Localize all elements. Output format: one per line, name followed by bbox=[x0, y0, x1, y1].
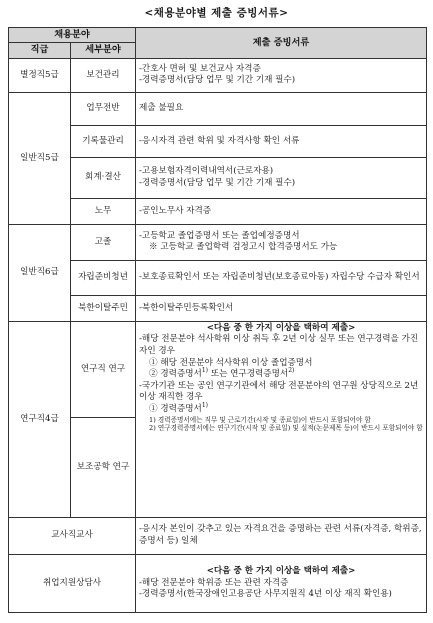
doc-line: -해당 전문분야 학위증 또는 관련 자격증 bbox=[139, 577, 289, 588]
docs-cell bbox=[136, 224, 427, 260]
doc-text: ② 경력증명서 bbox=[149, 369, 202, 380]
docs-cell bbox=[136, 517, 427, 554]
footnote: 2) 연구경력증명서에는 연구기간(시작 및 종료일) 및 실적(논문제목 등)이 반드시 포함되어야 함 bbox=[149, 424, 423, 433]
detail-cell: 노무 bbox=[71, 198, 136, 224]
docs-cell bbox=[136, 321, 427, 517]
table-row bbox=[9, 321, 427, 417]
document-title: <채용분야별 제출 증빙서류> bbox=[144, 7, 289, 19]
footnote-mark: 1) bbox=[201, 367, 209, 375]
detail-cell: 업무전반 bbox=[71, 92, 136, 125]
docs-cell bbox=[136, 157, 427, 198]
table-row bbox=[9, 554, 427, 612]
detail-cell: 회계·결산 bbox=[71, 157, 136, 198]
grade-cell: 일반직6급 bbox=[9, 224, 71, 321]
doc-note: ※ 고등학교 졸업학력 검정고시 합격증명서도 가능 bbox=[149, 242, 338, 253]
doc-heading: <다음 중 한 가지 이상을 택하여 제출> bbox=[206, 322, 356, 333]
doc-line: -국가기관 또는 공인 연구기관에서 해당 전문분야의 연구원 상당직으로 2년 이상 재직한 경우 bbox=[139, 380, 419, 403]
detail-cell: 기록물관리 bbox=[71, 125, 136, 157]
doc-line: -경력증명서(담당 업무 및 기간 기재 필수) bbox=[139, 75, 296, 86]
table-row bbox=[9, 92, 427, 125]
doc-subline bbox=[139, 404, 423, 416]
doc-line: -간호사 면허 및 보건교사 자격증 bbox=[139, 63, 261, 74]
table-row bbox=[9, 260, 427, 295]
doc-text: 또는 연구경력증명서 bbox=[208, 369, 289, 380]
header-field: 채용분야 bbox=[9, 28, 136, 43]
doc-subline: ① 해당 전문분야 석사학위 이상 졸업증명서 bbox=[149, 357, 313, 368]
doc-line: 제출 불필요 bbox=[139, 103, 184, 114]
detail-cell: 취업지원상담사 bbox=[9, 554, 136, 612]
doc-subline bbox=[139, 369, 423, 381]
grade-cell: 연구직4급 bbox=[9, 321, 71, 517]
docs-cell bbox=[136, 58, 427, 92]
detail-cell: 보건관리 bbox=[71, 58, 136, 92]
doc-line: -응시자격 관련 학위 및 자격사항 확인 서류 bbox=[139, 135, 300, 146]
detail-cell: 고졸 bbox=[71, 224, 136, 260]
doc-line: -해당 전문분야 석사학위 이상 취득 후 2년 이상 실무 또는 연구경력을 가진 자인 경우 bbox=[139, 334, 419, 357]
doc-line: -경력증명서(담당 업무 및 기간 기재 필수) bbox=[139, 177, 296, 188]
doc-line: -고용보험자격이력내역서(근로자용) bbox=[139, 166, 274, 177]
doc-text: ① 경력증명서 bbox=[149, 404, 202, 414]
table-row bbox=[9, 157, 427, 198]
detail-cell: 교사직교사 bbox=[9, 517, 136, 554]
footnote-mark: 2) bbox=[288, 367, 295, 375]
docs-cell bbox=[136, 260, 427, 295]
table-row bbox=[9, 517, 427, 554]
table-row bbox=[9, 224, 427, 260]
doc-heading: <다음 중 한 가지 이상을 택하여 제출> bbox=[206, 565, 356, 576]
table-row bbox=[9, 125, 427, 157]
doc-line: -북한이탈주민등록확인서 bbox=[139, 302, 234, 313]
footnote: 1) 경력증명서에는 직무 및 근로기간(시작 및 종료일)이 반드시 포함되어야 함 bbox=[149, 415, 371, 424]
detail-cell: 자립준비청년 bbox=[71, 260, 136, 295]
detail-cell: 북한이탈주민 bbox=[71, 295, 136, 321]
doc-line: -고등학교 졸업증명서 또는 졸업예정증명서 bbox=[139, 230, 300, 241]
doc-line: -보호종료확인서 또는 자립준비청년(보호종료아동) 자립수당 수급자 확인서 bbox=[139, 272, 420, 283]
detail-cell: 연구직 연구 bbox=[71, 321, 136, 417]
header-detail: 세부분야 bbox=[71, 43, 136, 58]
docs-cell bbox=[136, 295, 427, 321]
table-row bbox=[9, 58, 427, 92]
table-row bbox=[9, 295, 427, 321]
docs-cell bbox=[136, 125, 427, 157]
footnote-mark: 1) bbox=[201, 402, 209, 410]
doc-line: -응시자 본인이 갖추고 있는 자격요건을 증명하는 관련 서류(자격증, 학위증, 증명서 등) 일체 bbox=[139, 524, 422, 546]
table-row bbox=[9, 198, 427, 224]
required-documents-table bbox=[8, 27, 427, 613]
docs-cell bbox=[136, 554, 427, 612]
detail-cell: 보조공학 연구 bbox=[71, 417, 136, 517]
docs-cell bbox=[136, 198, 427, 224]
header-grade: 직급 bbox=[9, 43, 71, 58]
doc-line: -경력증명서(한국장애인고용공단 사무지원직 4년 이상 재직 확인용) bbox=[139, 589, 392, 600]
header-docs: 제출 증빙서류 bbox=[136, 28, 427, 59]
doc-line: -공인노무사 자격증 bbox=[139, 205, 212, 216]
grade-cell: 일반직5급 bbox=[9, 92, 71, 224]
table-header-row-1 bbox=[9, 28, 427, 43]
grade-cell: 별정직5급 bbox=[9, 58, 71, 92]
docs-cell bbox=[136, 92, 427, 125]
